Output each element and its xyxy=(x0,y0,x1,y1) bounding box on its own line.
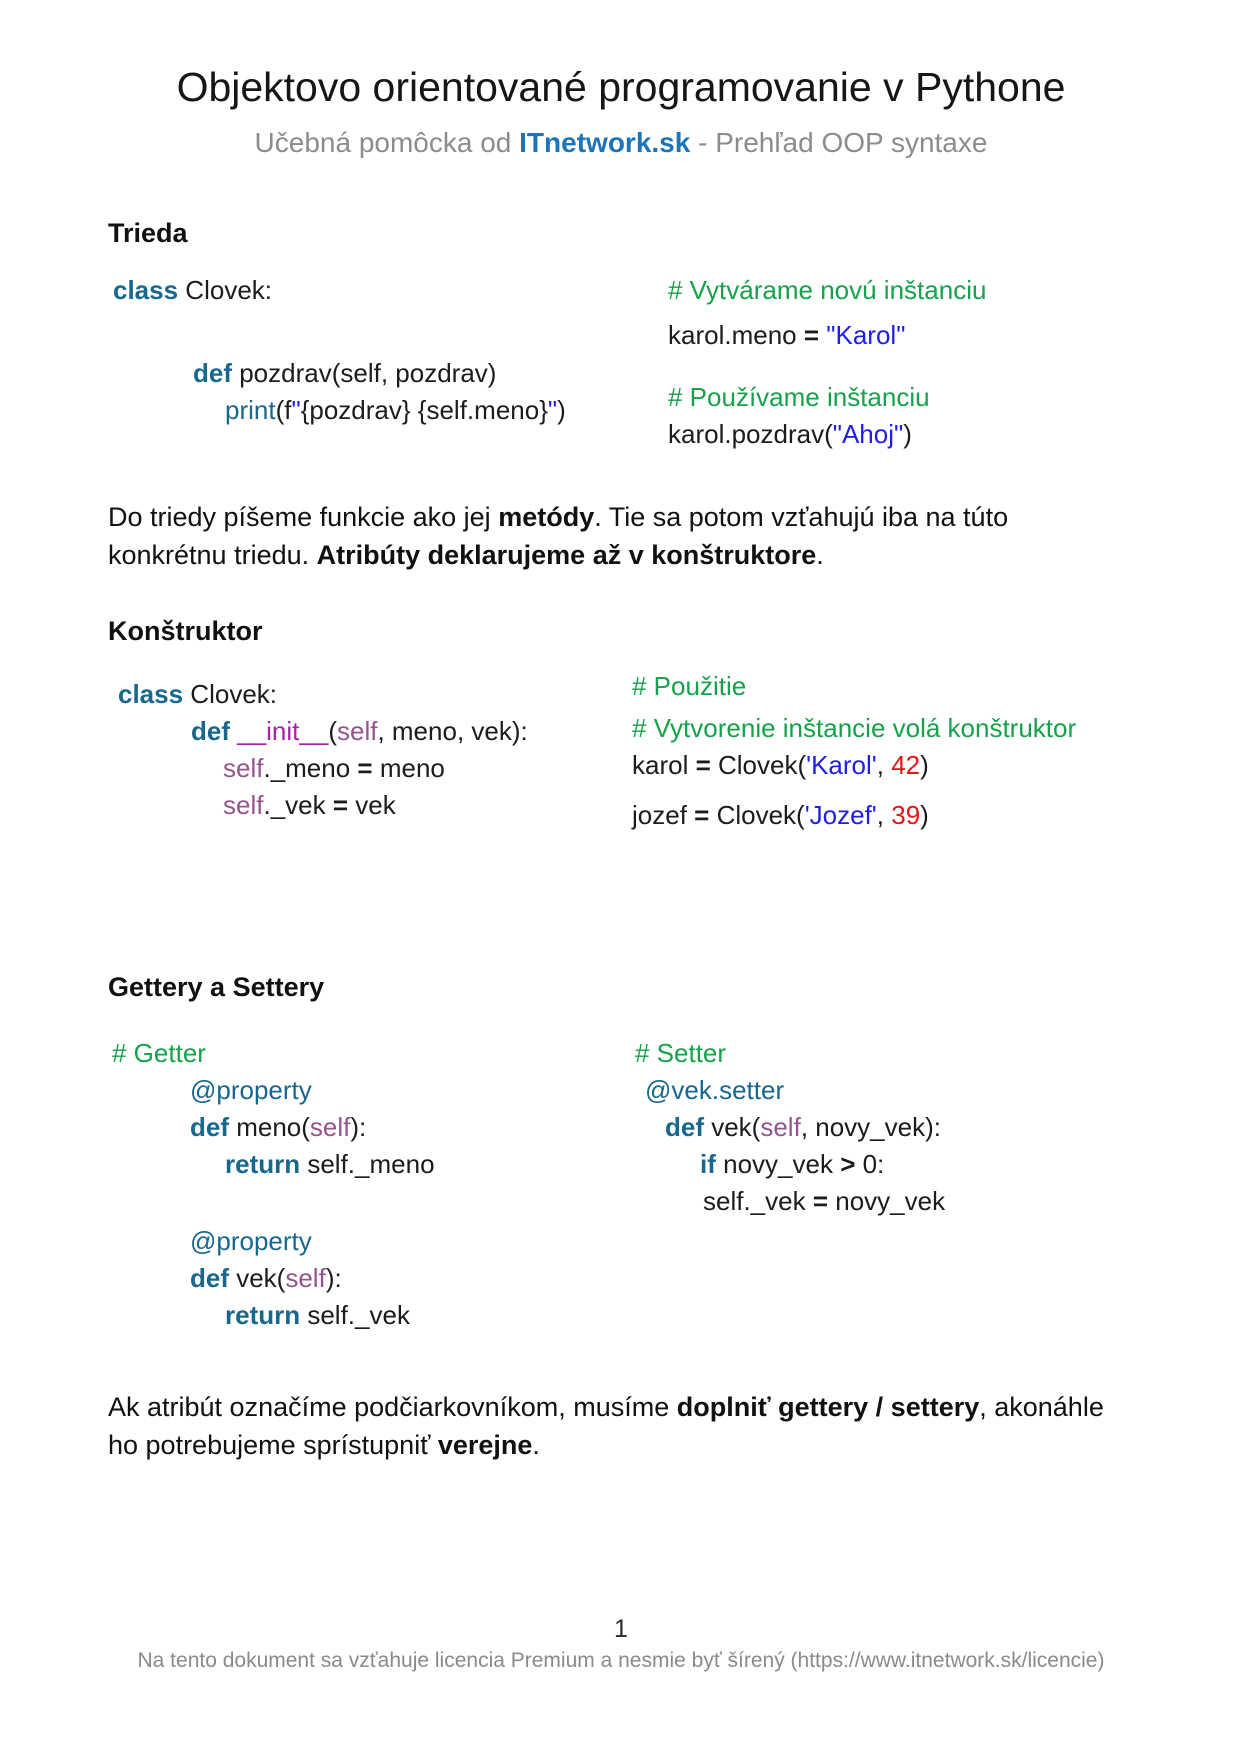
code-line xyxy=(193,355,566,392)
code-token: Clovek: xyxy=(183,679,277,709)
code-token: "Ahoj" xyxy=(832,419,904,449)
page-title: Objektovo orientované programovanie v Pythone xyxy=(176,64,1066,110)
code-line xyxy=(113,272,566,309)
text-segment: . xyxy=(816,540,824,570)
code-token: self._vek xyxy=(300,1300,410,1330)
text-segment: verejne xyxy=(437,1430,533,1460)
code-line xyxy=(668,272,986,309)
code-token: karol.meno xyxy=(668,320,804,350)
code-token: , novy_vek): xyxy=(800,1112,941,1142)
code-token: @vek.setter xyxy=(645,1075,785,1105)
text-segment: Gettery xyxy=(108,972,203,1002)
code-token: = xyxy=(332,790,349,820)
section-heading-konstruktor: Konštruktor xyxy=(108,616,263,646)
code-line xyxy=(118,676,528,713)
code-token: = xyxy=(803,320,820,350)
code-token: ) xyxy=(920,800,929,830)
text-segment: . xyxy=(532,1430,540,1460)
code-token: __init__ xyxy=(237,716,329,746)
code-block-getter xyxy=(112,1035,435,1334)
brand-text: ITnetwork.sk xyxy=(519,127,691,158)
code-line xyxy=(190,1260,435,1297)
code-token: ) xyxy=(903,419,912,449)
text-segment: . Tie sa potom vzťahujú iba na túto konkrétnu triedu. xyxy=(108,502,1009,570)
code-token: karol.pozdrav( xyxy=(668,419,833,449)
code-token: meno( xyxy=(229,1112,310,1142)
code-line xyxy=(703,1183,945,1220)
code-line xyxy=(190,1109,435,1146)
paragraph-getters-note xyxy=(108,1388,1108,1464)
code-token: @property xyxy=(190,1226,312,1256)
code-token: vek( xyxy=(704,1112,761,1142)
text-segment: Atribúty deklarujeme až v konštruktore xyxy=(316,540,817,570)
text-segment: metódy xyxy=(498,502,595,532)
code-token: self xyxy=(760,1112,801,1142)
code-token: self._vek xyxy=(703,1186,813,1216)
code-token: def xyxy=(665,1112,704,1142)
text-segment: Do triedy píšeme funkcie ako jej xyxy=(108,502,499,532)
code-line xyxy=(632,747,1076,784)
code-token: 0: xyxy=(855,1149,885,1179)
code-block-trieda-right xyxy=(668,272,986,453)
code-token: novy_vek xyxy=(715,1149,841,1179)
code-token: Clovek( xyxy=(710,750,807,780)
code-line xyxy=(632,668,1076,705)
code-line xyxy=(665,1109,945,1146)
code-token: def xyxy=(190,1263,229,1293)
code-line xyxy=(225,392,566,429)
code-token: , xyxy=(876,750,892,780)
code-token: def xyxy=(193,358,232,388)
code-token: self xyxy=(223,753,264,783)
code-token: ) xyxy=(557,395,566,425)
page-subtitle xyxy=(0,127,1242,159)
code-token: " xyxy=(547,395,558,425)
code-token: self xyxy=(309,1112,351,1142)
section-heading-trieda: Trieda xyxy=(108,218,188,248)
code-line xyxy=(225,1146,435,1183)
code-token: vek( xyxy=(229,1263,286,1293)
code-token: meno xyxy=(372,753,445,783)
text-segment: a xyxy=(202,972,233,1002)
code-token: vek xyxy=(348,790,396,820)
page-number: 1 xyxy=(614,1615,628,1643)
code-token: > xyxy=(840,1149,856,1179)
code-line xyxy=(225,1297,435,1334)
code-line xyxy=(112,1035,435,1072)
code-line xyxy=(191,713,528,750)
code-token: 42 xyxy=(891,750,921,780)
code-token: = xyxy=(357,753,373,783)
code-token: , xyxy=(876,800,892,830)
code-line xyxy=(668,379,986,416)
code-token: ._vek xyxy=(263,790,333,820)
paragraph-trieda-note xyxy=(108,498,1108,574)
code-token: self xyxy=(285,1263,326,1293)
code-token: 'Jozef' xyxy=(804,800,877,830)
code-token: print xyxy=(225,395,276,425)
code-token: ) xyxy=(920,750,929,780)
code-token: = xyxy=(694,800,710,830)
text-segment: Settery xyxy=(232,972,325,1002)
code-token: ( xyxy=(328,716,337,746)
subtitle-prefix: Učebná pomôcka od xyxy=(254,127,520,158)
code-token: def xyxy=(190,1112,229,1142)
code-token: class xyxy=(113,275,179,305)
code-token: def xyxy=(191,716,230,746)
code-line xyxy=(668,317,986,354)
code-line xyxy=(632,797,1076,834)
code-line xyxy=(645,1072,945,1109)
code-token: karol xyxy=(632,750,696,780)
code-token: (f xyxy=(275,395,292,425)
section-heading-gettery-settery xyxy=(108,972,324,1003)
code-token: Clovek( xyxy=(709,800,805,830)
code-token: # Použitie xyxy=(632,671,747,701)
code-token: self xyxy=(336,716,378,746)
code-token: # Vytvorenie inštancie volá konštruktor xyxy=(632,713,1077,743)
code-token: 'Karol' xyxy=(806,750,877,780)
code-token: "Karol" xyxy=(826,320,906,350)
text-segment: Ak atribút označíme podčiarkovníkom, musíme xyxy=(108,1392,677,1422)
code-line xyxy=(223,787,528,824)
code-token: novy_vek xyxy=(828,1186,946,1216)
code-token: @property xyxy=(190,1075,312,1105)
code-line xyxy=(223,750,528,787)
code-token: # Používame inštanciu xyxy=(668,382,930,412)
code-block-konstruktor-right xyxy=(632,668,1076,834)
code-block-setter xyxy=(635,1035,945,1220)
code-token: ): xyxy=(350,1112,367,1142)
text-segment: doplniť gettery / settery xyxy=(676,1392,980,1422)
code-block-trieda-left xyxy=(113,272,566,429)
code-token: 39 xyxy=(891,800,921,830)
code-token: # Getter xyxy=(112,1038,206,1068)
code-token: ._meno xyxy=(263,753,358,783)
code-token: self xyxy=(223,790,264,820)
code-token: , meno, vek): xyxy=(377,716,528,746)
subtitle-suffix: - Prehľad OOP syntaxe xyxy=(690,127,988,158)
code-line xyxy=(190,1072,435,1109)
code-token: # Vytvárame novú inštanciu xyxy=(668,275,987,305)
license-notice: Na tento dokument sa vzťahuje licencia Premium a nesmie byť šírený (https://www.itnetwork.sk/licencie) xyxy=(137,1649,1105,1672)
code-line xyxy=(668,416,986,453)
code-token: Clovek: xyxy=(178,275,272,305)
code-token: " xyxy=(291,395,301,425)
code-token: return xyxy=(225,1149,301,1179)
code-token: = xyxy=(812,1186,829,1216)
code-token: = xyxy=(695,750,711,780)
code-token: if xyxy=(700,1149,716,1179)
code-block-konstruktor-left xyxy=(118,676,528,824)
text-segment: , akonáhle ho potrebujeme sprístupniť xyxy=(108,1392,1104,1460)
code-token: ): xyxy=(325,1263,342,1293)
code-token: pozdrav(self, pozdrav) xyxy=(232,358,497,388)
code-line xyxy=(635,1035,945,1072)
code-token: jozef xyxy=(632,800,695,830)
code-line xyxy=(190,1223,435,1260)
code-token: {pozdrav} {self.meno} xyxy=(300,395,548,425)
code-line xyxy=(700,1146,945,1183)
code-token: return xyxy=(225,1300,301,1330)
code-line xyxy=(632,710,1076,747)
code-token: self._meno xyxy=(300,1149,435,1179)
code-token: # Setter xyxy=(635,1038,727,1068)
code-token: class xyxy=(118,679,184,709)
